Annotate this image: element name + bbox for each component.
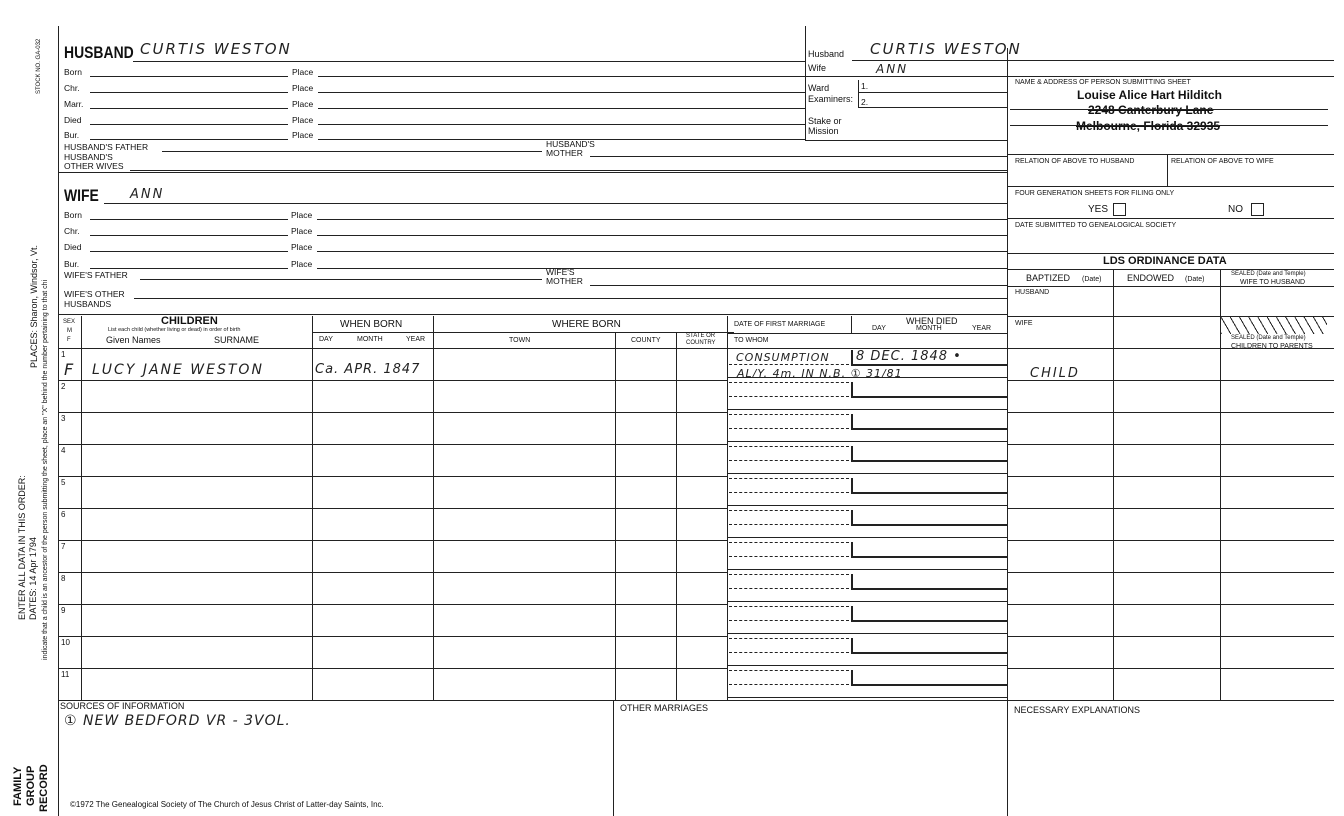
child-4-died-line	[851, 460, 1007, 462]
child-6-whom-line	[729, 524, 849, 525]
child-2-whom-line	[729, 396, 849, 397]
died-year-header: YEAR	[972, 325, 992, 332]
husband-died-place-label: Place	[292, 115, 314, 125]
child-8-died-line	[851, 588, 1007, 590]
child-8-marriage-line	[729, 574, 849, 575]
child-9-died-bracket	[851, 606, 853, 620]
lds-row-1-line	[1007, 380, 1334, 381]
given-names-header: Given Names	[106, 335, 161, 345]
no-label: NO	[1228, 204, 1243, 215]
wife-born-place-label: Place	[291, 210, 313, 220]
child-1-marriage[interactable]: CONSUMPTION	[736, 351, 830, 364]
child-9-whom-line	[729, 620, 849, 621]
right-wife-value[interactable]: ANN	[876, 62, 909, 76]
child-3-whom-line	[729, 428, 849, 429]
endowed-label: ENDOWED	[1127, 273, 1174, 283]
child-3-marriage-line	[729, 414, 849, 415]
child-8-whom-line	[729, 588, 849, 589]
stock-number: STOCK NO. GA-032	[36, 38, 42, 94]
child-row-3-line	[58, 444, 727, 445]
child-row-1-line	[58, 380, 727, 381]
husbands-other-wives-label-1: HUSBAND'S	[64, 152, 113, 162]
child-1-died[interactable]: 8 DEC. 1848 •	[856, 349, 962, 364]
child-11-died-line	[851, 684, 1007, 686]
examiner-2-number: 2.	[861, 97, 869, 107]
yes-label: YES	[1088, 204, 1109, 215]
wifes-other-husbands-label-2: HUSBANDS	[64, 299, 112, 309]
child-6-died-bracket	[851, 510, 853, 524]
child-2-died-bracket	[851, 382, 853, 396]
first-marriage-header: DATE OF FIRST MARRIAGE	[734, 321, 826, 328]
county-header: COUNTY	[631, 337, 661, 344]
child-11-whom-line	[729, 684, 849, 685]
wifes-mother-label-2: MOTHER	[546, 276, 583, 286]
child-5-died-line	[851, 492, 1007, 494]
state-header-1: STATE OR	[686, 333, 716, 339]
submitter-name: Louise Alice Hart Hilditch	[1077, 88, 1222, 102]
child-10-marriage-line	[729, 638, 849, 639]
child-7-died-bracket	[851, 542, 853, 556]
child-1-sex[interactable]: F	[64, 360, 74, 379]
sealed-children-label-1: SEALED (Date and Temple)	[1231, 335, 1306, 341]
child-row-2-line	[58, 412, 727, 413]
died-month-header: MONTH	[916, 325, 942, 332]
form-title-record: RECORD	[38, 764, 50, 812]
child-7-died-line	[851, 556, 1007, 558]
child-4-whom-line	[729, 460, 849, 461]
sources-entry[interactable]: ① NEW BEDFORD VR - 3VOL.	[64, 713, 291, 729]
child-row-5-line	[58, 508, 727, 509]
died-day-header: DAY	[872, 325, 886, 332]
ward-label: Ward	[808, 83, 830, 93]
lds-row-7-line	[1007, 572, 1334, 573]
child-10-died-line	[851, 652, 1007, 654]
child-7-marriage-line	[729, 542, 849, 543]
child-10-died-bracket	[851, 638, 853, 652]
child-row-4-line	[58, 476, 727, 477]
places-instruction: PLACES: Sharon, Windsor, Vt.	[29, 244, 39, 368]
child-1-died-line	[851, 364, 1007, 366]
child-7-whom-line	[729, 556, 849, 557]
child-3-right-line	[727, 441, 1007, 442]
child-5-whom-line	[729, 492, 849, 493]
child-5-marriage-line	[729, 478, 849, 479]
child-4-marriage-line	[729, 446, 849, 447]
husband-name[interactable]: CURTIS WESTON	[140, 40, 292, 58]
children-note: List each child (whether living or dead) in order of birth	[108, 327, 241, 333]
child-row-number: 11	[61, 670, 70, 679]
children-header: CHILDREN	[161, 315, 218, 327]
husbands-father-label: HUSBAND'S FATHER	[64, 142, 149, 152]
lds-wife-label: WIFE	[1015, 320, 1033, 327]
husband-born-place-label: Place	[292, 67, 314, 77]
submitter-address-line2: Melbourne, Florida 32935	[1076, 119, 1221, 133]
relation-to-husband-label: RELATION OF ABOVE TO HUSBAND	[1015, 158, 1135, 165]
born-year-header: YEAR	[406, 336, 426, 343]
child-11-right-line	[727, 697, 1007, 698]
other-marriages-label: OTHER MARRIAGES	[620, 703, 709, 713]
sealed-wife-label-1: SEALED (Date and Temple)	[1231, 271, 1306, 277]
child-9-marriage-line	[729, 606, 849, 607]
child-row-number: 1	[61, 350, 66, 359]
husband-chr-label: Chr.	[64, 83, 80, 93]
to-whom-header: TO WHOM	[734, 337, 769, 344]
indicate-instruction: indicate that a child is an ancestor of the person submitting the sheet, place an "X" behind the number pertaining to that chi	[42, 279, 49, 660]
wifes-mother-label-1: WIFE'S	[546, 267, 575, 277]
child-5-died-bracket	[851, 478, 853, 492]
child-11-died-bracket	[851, 670, 853, 684]
lds-child-entry[interactable]: CHILD	[1030, 366, 1080, 381]
necessary-explanations-label: NECESSARY EXPLANATIONS	[1014, 705, 1141, 715]
baptized-date-note: (Date)	[1082, 276, 1102, 283]
stake-label: Stake or	[808, 116, 842, 126]
wife-bur-label: Bur.	[64, 259, 80, 269]
child-2-right-line	[727, 409, 1007, 410]
child-row-number: 8	[61, 574, 66, 583]
wifes-father-label: WIFE'S FATHER	[64, 270, 128, 280]
four-generation-label: FOUR GENERATION SHEETS FOR FILING ONLY	[1015, 190, 1175, 197]
hatched-cell	[1221, 317, 1327, 334]
child-1-whom[interactable]: AL/Y. 4m. IN N.B. ① 31/81	[737, 367, 903, 380]
when-died-header: WHEN DIED	[906, 316, 958, 326]
child-row-number: 2	[61, 382, 66, 391]
wifes-other-husbands-label-1: WIFE'S OTHER	[64, 289, 125, 299]
wife-born-label: Born	[64, 210, 82, 220]
child-row-9-line	[58, 636, 727, 637]
husbands-other-wives-label-2: OTHER WIVES	[64, 161, 124, 171]
baptized-label: BAPTIZED	[1026, 273, 1071, 283]
husband-heading: HUSBAND	[64, 43, 134, 62]
husband-chr-place-label: Place	[292, 83, 314, 93]
child-1-died-bracket	[851, 350, 853, 364]
lds-row-6-line	[1007, 540, 1334, 541]
mission-label: Mission	[808, 126, 839, 136]
lds-row-2-line	[1007, 412, 1334, 413]
date-submitted-label: DATE SUBMITTED TO GENEALOGICAL SOCIETY	[1015, 222, 1177, 229]
child-11-marriage-line	[729, 670, 849, 671]
state-header-2: COUNTRY	[686, 340, 716, 346]
lds-ordinance-title: LDS ORDINANCE DATA	[1103, 255, 1227, 267]
wife-chr-place-label: Place	[291, 226, 313, 236]
lds-row-9-line	[1007, 636, 1334, 637]
husband-born-label: Born	[64, 67, 82, 77]
child-row-number: 7	[61, 542, 66, 551]
child-6-marriage-line	[729, 510, 849, 511]
copyright-notice: ©1972 The Genealogical Society of The Church of Jesus Christ of Latter-day Saints, Inc.	[70, 800, 384, 809]
no-checkbox[interactable]	[1251, 203, 1264, 216]
child-5-right-line	[727, 505, 1007, 506]
born-day-header: DAY	[319, 336, 333, 343]
lds-husband-label: HUSBAND	[1015, 289, 1050, 296]
right-wife-label: Wife	[808, 63, 826, 73]
wife-heading: WIFE	[64, 186, 99, 205]
wife-chr-label: Chr.	[64, 226, 80, 236]
child-6-died-line	[851, 524, 1007, 526]
child-row-8-line	[58, 604, 727, 605]
husband-bur-label: Bur.	[64, 130, 80, 140]
wife-bur-place-label: Place	[291, 259, 313, 269]
sealed-children-label-2: CHILDREN TO PARENTS	[1231, 343, 1313, 350]
when-born-header: WHEN BORN	[340, 319, 403, 330]
child-row-number: 9	[61, 606, 66, 615]
child-7-right-line	[727, 569, 1007, 570]
sources-label: SOURCES OF INFORMATION	[60, 701, 185, 711]
child-3-died-line	[851, 428, 1007, 430]
where-born-header: WHERE BORN	[552, 319, 621, 330]
submitter-label: NAME & ADDRESS OF PERSON SUBMITTING SHEET	[1015, 79, 1191, 86]
child-8-died-bracket	[851, 574, 853, 588]
child-1-name[interactable]: LUCY JANE WESTON	[92, 362, 264, 378]
husbands-mother-label-2: MOTHER	[546, 148, 583, 158]
child-4-right-line	[727, 473, 1007, 474]
surname-header: SURNAME	[214, 335, 260, 345]
sex-header: SEX	[63, 319, 76, 325]
child-10-whom-line	[729, 652, 849, 653]
child-row-6-line	[58, 540, 727, 541]
submitter-address-line1: 2248 Canterbury Lane	[1088, 103, 1214, 117]
wife-died-place-label: Place	[291, 242, 313, 252]
lds-row-4-line	[1007, 476, 1334, 477]
lds-row-10-line	[1007, 668, 1334, 669]
born-month-header: MONTH	[357, 336, 383, 343]
enter-instruction: ENTER ALL DATA IN THIS ORDER:	[17, 475, 27, 620]
child-10-right-line	[727, 665, 1007, 666]
town-header: TOWN	[509, 337, 531, 344]
child-4-died-bracket	[851, 446, 853, 460]
wife-died-label: Died	[64, 242, 82, 252]
dates-instruction: DATES: 14 Apr 1794	[28, 537, 38, 620]
right-husband-value[interactable]: CURTIS WESTON	[870, 40, 1022, 58]
child-row-number: 3	[61, 414, 66, 423]
child-row-10-line	[58, 668, 727, 669]
child-1-whom-line	[729, 364, 849, 365]
child-9-right-line	[727, 633, 1007, 634]
child-1-born[interactable]: Ca. APR. 1847	[315, 362, 421, 377]
husband-died-label: Died	[64, 115, 82, 125]
lds-row-8-line	[1007, 604, 1334, 605]
child-9-died-line	[851, 620, 1007, 622]
lds-row-3-line	[1007, 444, 1334, 445]
form-title-family: FAMILY	[12, 766, 24, 806]
relation-to-wife-label: RELATION OF ABOVE TO WIFE	[1171, 158, 1274, 165]
husband-bur-place-label: Place	[292, 130, 314, 140]
wife-name[interactable]: ANN	[130, 187, 165, 202]
child-row-number: 5	[61, 478, 66, 487]
child-8-right-line	[727, 601, 1007, 602]
child-2-marriage-line	[729, 382, 849, 383]
endowed-date-note: (Date)	[1185, 276, 1205, 283]
sex-f-header: F	[67, 337, 71, 343]
child-row-number: 4	[61, 446, 66, 455]
husband-marr-place-label: Place	[292, 99, 314, 109]
sex-m-header: M	[67, 328, 72, 334]
examiner-1-number: 1.	[861, 81, 869, 91]
child-6-right-line	[727, 537, 1007, 538]
child-2-died-line	[851, 396, 1007, 398]
right-husband-label: Husband	[808, 49, 845, 59]
husbands-mother-label-1: HUSBAND'S	[546, 139, 595, 149]
examiners-label: Examiners:	[808, 94, 854, 104]
child-row-7-line	[58, 572, 727, 573]
child-row-number: 6	[61, 510, 66, 519]
child-3-died-bracket	[851, 414, 853, 428]
husband-marr-label: Marr.	[64, 99, 84, 109]
sealed-wife-label-2: WIFE TO HUSBAND	[1240, 279, 1306, 286]
form-title-group: GROUP	[25, 765, 37, 806]
lds-row-5-line	[1007, 508, 1334, 509]
yes-checkbox[interactable]	[1113, 203, 1126, 216]
child-row-number: 10	[61, 638, 70, 647]
